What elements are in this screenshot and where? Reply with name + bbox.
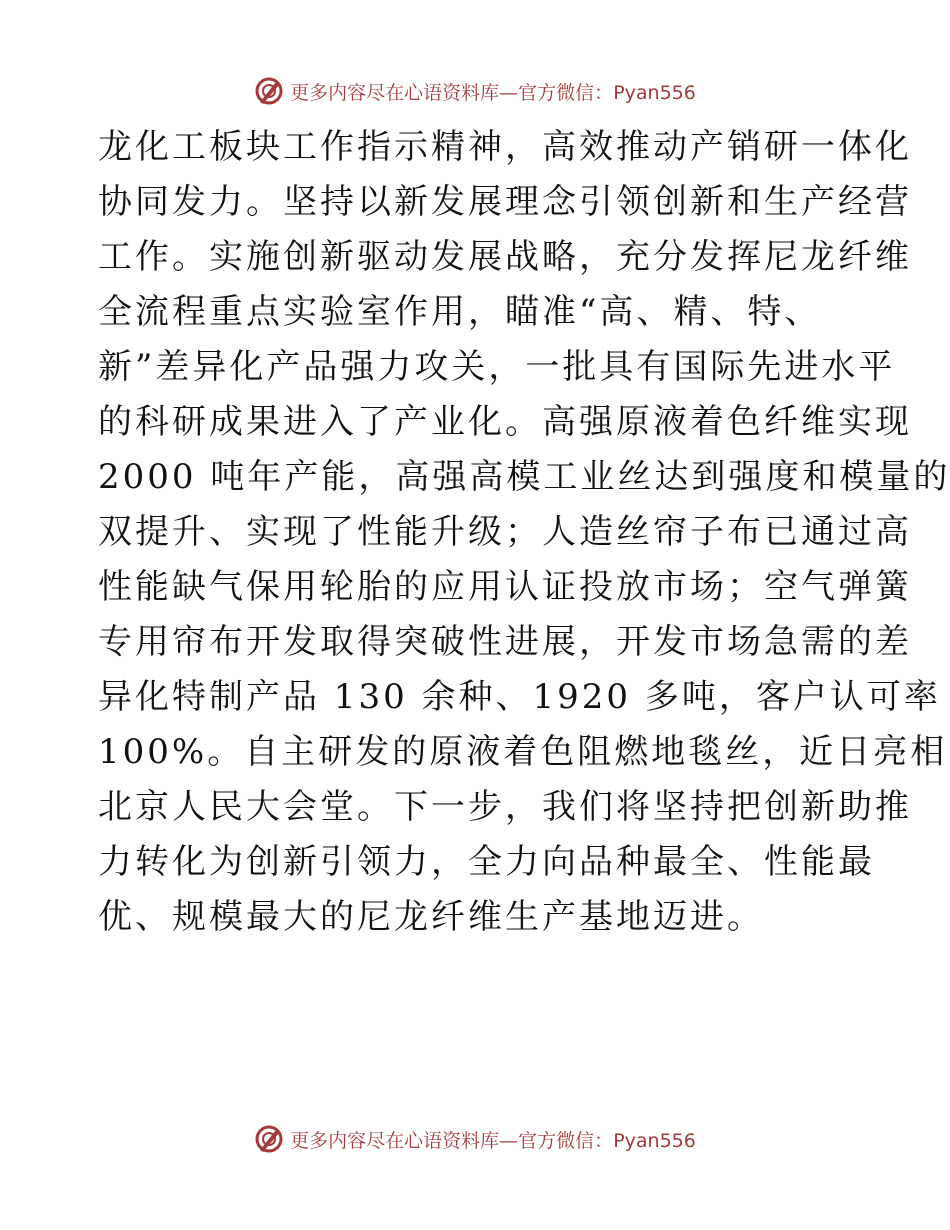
watermark-brand: 更多内容尽在心语资料库 bbox=[290, 81, 500, 104]
watermark-separator: — bbox=[499, 1129, 519, 1152]
paragraph-line: 优、规模最大的尼龙纤维生产基地迈进。 bbox=[98, 897, 764, 937]
watermark-brand: 更多内容尽在心语资料库 bbox=[290, 1129, 500, 1152]
footer-watermark bbox=[0, 1119, 950, 1159]
paragraph-line: 100%。自主研发的原液着色阻燃地毯丝，近日亮相 bbox=[98, 732, 948, 772]
paragraph-line: 双提升、实现了性能升级；人造丝帘子布已通过高 bbox=[98, 512, 912, 552]
watermark-wechat-id: Pyan556 bbox=[613, 1129, 696, 1152]
paragraph-line: 专用帘布开发取得突破性进展，开发市场急需的差 bbox=[98, 622, 912, 662]
paragraph-line: 力转化为创新引领力，全力向品种最全、性能最 bbox=[98, 842, 875, 882]
header-watermark bbox=[0, 71, 950, 111]
paragraph-line: 北京人民大会堂。下一步，我们将坚持把创新助推 bbox=[98, 787, 912, 827]
paragraph-line: 的科研成果进入了产业化。高强原液着色纤维实现 bbox=[98, 402, 912, 442]
pen-logo-icon bbox=[254, 1124, 284, 1154]
paragraph-line: 新”差异化产品强力攻关，一批具有国际先进水平 bbox=[98, 347, 896, 387]
paragraph-line: 性能缺气保用轮胎的应用认证投放市场；空气弹簧 bbox=[98, 567, 912, 607]
watermark-text bbox=[290, 78, 696, 105]
pen-logo-icon bbox=[254, 76, 284, 106]
watermark-text bbox=[290, 1126, 696, 1153]
watermark-official-label: 官方微信： bbox=[518, 81, 614, 104]
watermark-official-label: 官方微信： bbox=[518, 1129, 614, 1152]
body-paragraph bbox=[98, 120, 950, 945]
watermark-wechat-id: Pyan556 bbox=[613, 81, 696, 104]
paragraph-line: 全流程重点实验室作用，瞄准“高、精、特、 bbox=[98, 292, 822, 332]
paragraph-line: 工作。实施创新驱动发展战略，充分发挥尼龙纤维 bbox=[98, 237, 912, 277]
paragraph-line: 协同发力。坚持以新发展理念引领创新和生产经营 bbox=[98, 182, 912, 222]
watermark-separator: — bbox=[499, 81, 519, 104]
paragraph-line: 异化特制产品 130 余种、1920 多吨，客户认可率 bbox=[98, 677, 941, 717]
paragraph-line: 龙化工板块工作指示精神，高效推动产销研一体化 bbox=[98, 127, 912, 167]
paragraph-line: 2000 吨年产能，高强高模工业丝达到强度和模量的 bbox=[98, 457, 950, 497]
